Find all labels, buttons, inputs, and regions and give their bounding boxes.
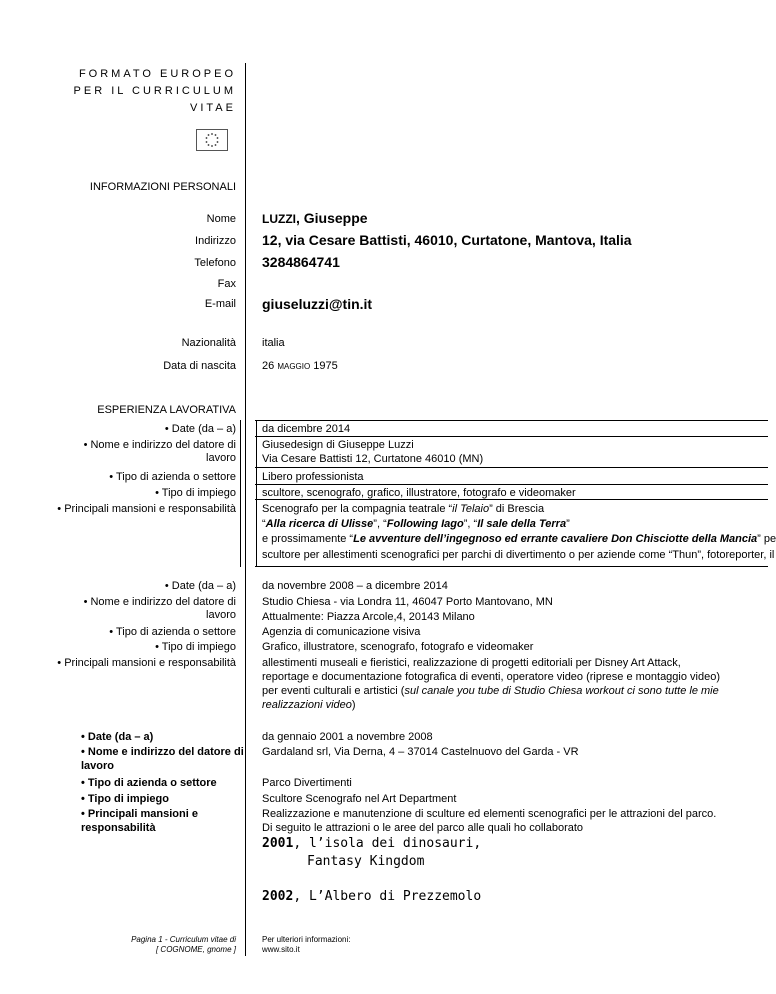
job1-employer-address: Via Cesare Battisti 12, Curtatone 46010 (MN) bbox=[262, 453, 484, 465]
job3-attraction-2001-area: Fantasy Kingdom bbox=[307, 854, 425, 869]
job1-sector: Libero professionista bbox=[262, 471, 364, 483]
job1-employer: Giusedesign di Giuseppe Luzzi bbox=[262, 439, 414, 451]
table-border-inner bbox=[256, 420, 257, 567]
label-role: • Tipo di impiego bbox=[155, 487, 236, 499]
job1-duties-2: “Alla ricerca di Ulisse”, “Following Iago”, “Il sale della Terra” bbox=[262, 518, 570, 530]
column-divider bbox=[245, 63, 246, 956]
label-sector: • Tipo di azienda o settore bbox=[109, 626, 236, 638]
value-telefono: 3284864741 bbox=[262, 254, 340, 270]
label-sector: • Tipo di azienda o settore bbox=[81, 777, 217, 789]
job1-date: da dicembre 2014 bbox=[262, 423, 351, 435]
job1-role: scultore, scenografo, grafico, illustratore, fotografo e videomaker bbox=[262, 487, 576, 499]
label-employer: • Nome e indirizzo del datore di bbox=[83, 439, 236, 451]
label-nazionalita: Nazionalità bbox=[181, 337, 236, 349]
job2-employer: Studio Chiesa - via Londra 11, 46047 Porto Mantovano, MN bbox=[262, 596, 553, 608]
cv-title-line1: FORMATO EUROPEO bbox=[78, 68, 236, 80]
cv-title-line2: PER IL CURRICULUM bbox=[73, 85, 236, 97]
label-date: • Date (da – a) bbox=[81, 731, 154, 743]
job2-duties-3: per eventi culturali e artistici (sul canale you tube di Studio Chiesa workout ci sono tutte le mie bbox=[262, 685, 719, 697]
section-experience: ESPERIENZA LAVORATIVA bbox=[97, 404, 236, 416]
label-indirizzo: Indirizzo bbox=[195, 235, 236, 247]
job1-duties-1: Scenografo per la compagnia teatrale “il Telaio” di Brescia bbox=[262, 503, 545, 515]
job2-duties-1: allestimenti museali e fieristici, realizzazione di progetti editoriali per Disney Art Attack, bbox=[262, 657, 681, 669]
job3-attraction-2001: 2001, l’isola dei dinosauri, bbox=[262, 836, 482, 851]
section-personal-info: INFORMAZIONI PERSONALI bbox=[89, 181, 236, 193]
job3-role: Scultore Scenografo nel Art Department bbox=[262, 793, 457, 805]
value-nascita: 26 MAGGIO 1975 bbox=[262, 360, 338, 372]
job2-sector: Agenzia di comunicazione visiva bbox=[262, 626, 421, 638]
footer-website-link[interactable]: www.sito.it bbox=[262, 945, 300, 954]
value-nome: LUZZI, Giuseppe bbox=[262, 210, 368, 226]
label-employer-2: lavoro bbox=[206, 609, 236, 621]
job2-duties-4: realizzazioni video) bbox=[262, 699, 356, 711]
job1-duties-4: scultore per allestimenti scenografici per parchi di divertimento o per aziende come “Thun”, fotoreporter, il bbox=[262, 549, 775, 561]
footer-more-info: Per ulteriori informazioni: www.sito.it bbox=[262, 935, 351, 954]
value-nazionalita: italia bbox=[262, 337, 285, 349]
label-employer: • Nome e indirizzo del datore di bbox=[81, 746, 244, 758]
value-email[interactable]: giuseluzzi@tin.it bbox=[262, 296, 373, 312]
label-duties: • Principali mansioni e responsabilità bbox=[57, 657, 236, 669]
label-email: E-mail bbox=[204, 298, 236, 310]
job3-sector: Parco Divertimenti bbox=[262, 777, 352, 789]
job2-role: Grafico, illustratore, scenografo, fotografo e videomaker bbox=[262, 641, 534, 653]
job3-duties-1: Realizzazione e manutenzione di sculture ed elementi scenografici per le attrazioni del parco. bbox=[262, 808, 717, 820]
label-duties: • Principali mansioni e bbox=[81, 808, 198, 820]
job3-employer: Gardaland srl, Via Derna, 4 – 37014 Castelnuovo del Garda - VR bbox=[262, 746, 579, 758]
job2-date: da novembre 2008 – a dicembre 2014 bbox=[262, 580, 448, 592]
label-nascita: Data di nascita bbox=[163, 360, 236, 372]
label-date: • Date (da – a) bbox=[164, 423, 236, 435]
job3-date: da gennaio 2001 a novembre 2008 bbox=[262, 731, 433, 743]
footer-page-info: Pagina 1 - Curriculum vitae di [ COGNOME, gnome ] bbox=[131, 935, 236, 954]
label-employer: • Nome e indirizzo del datore di bbox=[83, 596, 236, 608]
label-role: • Tipo di impiego bbox=[155, 641, 236, 653]
label-role: • Tipo di impiego bbox=[81, 793, 169, 805]
label-sector: • Tipo di azienda o settore bbox=[109, 471, 236, 483]
job2-duties-2: reportage e documentazione fotografica di eventi, operatore video (riprese e montaggio video) bbox=[262, 671, 720, 683]
job3-duties-2: Di seguito le attrazioni o le aree del parco alle quali ho collaborato bbox=[262, 822, 584, 834]
table-line bbox=[255, 467, 768, 468]
label-fax: Fax bbox=[217, 278, 236, 290]
table-line bbox=[255, 566, 768, 567]
label-duties: • Principali mansioni e responsabilità bbox=[57, 503, 236, 515]
table-line bbox=[255, 420, 768, 421]
value-indirizzo: 12, via Cesare Battisti, 46010, Curtatone, Mantova, Italia bbox=[262, 232, 632, 248]
table-line bbox=[255, 484, 768, 485]
eu-flag-icon bbox=[196, 129, 228, 151]
label-employer-2: lavoro bbox=[81, 760, 115, 772]
label-date: • Date (da – a) bbox=[164, 580, 236, 592]
label-telefono: Telefono bbox=[194, 257, 236, 269]
label-nome: Nome bbox=[206, 213, 236, 225]
label-employer-2: lavoro bbox=[206, 452, 236, 464]
table-border-left bbox=[240, 420, 241, 567]
table-line bbox=[255, 436, 768, 437]
job1-duties-3: e prossimamente “Le avventure dell’ingegnoso ed errante cavaliere Don Chisciotte della Mancia” pe bbox=[262, 533, 776, 545]
cv-title-line3: VITAE bbox=[190, 102, 236, 114]
job3-attraction-2002: 2002, L’Albero di Prezzemolo bbox=[262, 889, 482, 904]
job2-employer-address: Attualmente: Piazza Arcole,4, 20143 Milano bbox=[262, 611, 475, 623]
label-duties-2: responsabilità bbox=[81, 822, 156, 834]
